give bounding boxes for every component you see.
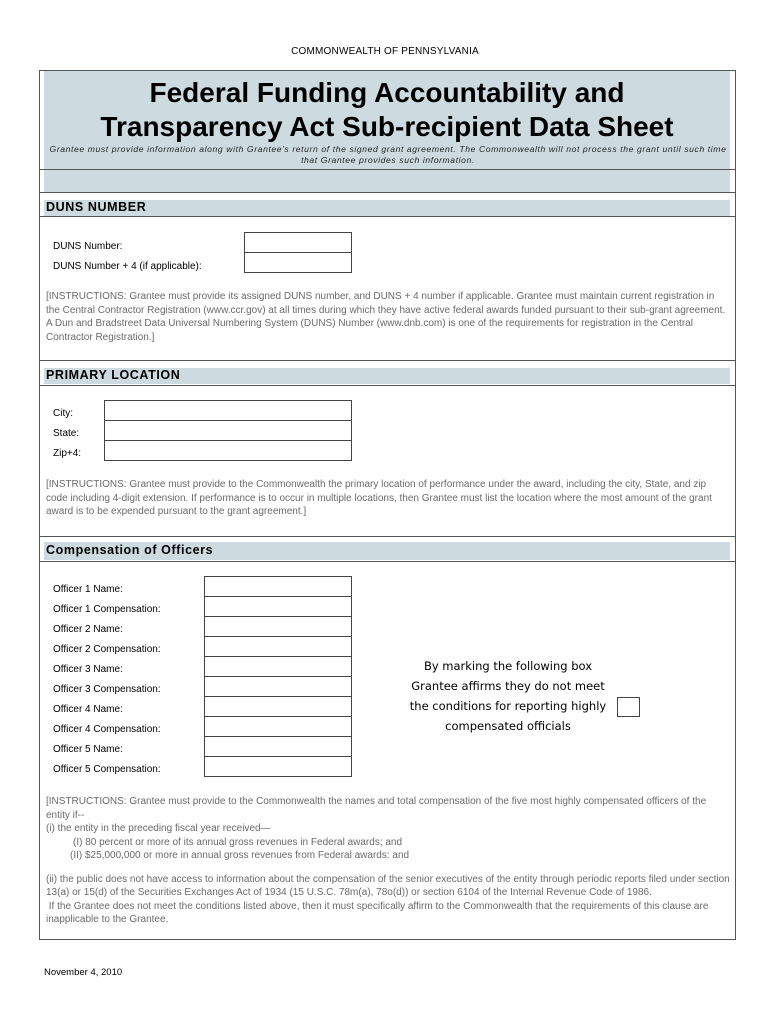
instruction-paragraph: [INSTRUCTIONS: Grantee must provide to the Commonwealth the names and total compensation of the five most highly compensated officers of the entity if-- [46, 796, 707, 821]
officer-5-compensation-input[interactable] [204, 756, 352, 777]
officers-heading: Compensation of Officers [46, 543, 214, 557]
officer-3-compensation-input[interactable] [204, 676, 352, 697]
affirm-checkbox[interactable] [617, 697, 640, 717]
state-label: State: [53, 428, 80, 439]
officer-5-compensation-label: Officer 5 Compensation: [53, 764, 161, 775]
divider [40, 192, 735, 193]
instruction-subitem: (I) 80 percent or more of its annual gross revenues in Federal awards; and [73, 836, 403, 848]
duns-number-label: DUNS Number: [53, 241, 123, 252]
officer-4-name-input[interactable] [204, 696, 352, 717]
officer-5-name-input[interactable] [204, 736, 352, 757]
officer-1-name-label: Officer 1 Name: [53, 584, 123, 595]
zip-input[interactable] [104, 440, 352, 461]
officer-2-name-label: Officer 2 Name: [53, 624, 123, 635]
divider [40, 216, 735, 217]
officer-1-compensation-input[interactable] [204, 596, 352, 617]
divider [40, 385, 735, 386]
officer-4-compensation-label: Officer 4 Compensation: [53, 724, 161, 735]
duns-plus4-input[interactable] [244, 252, 352, 273]
officer-1-compensation-label: Officer 1 Compensation: [53, 604, 161, 615]
zip-label: Zip+4: [53, 448, 82, 459]
duns-heading: DUNS NUMBER [46, 200, 147, 214]
duns-instructions: [INSTRUCTIONS: Grantee must provide its assigned DUNS number, and DUNS + 4 number if applicable. Grantee must maintain current registration in the Central Contractor Registration (www.ccr.gov) at all times during which they have active federal awards funded pursuant to their sub-grant agreement. A Dun and Bradstreet Data Universal Numbering System (DUNS) Number (www.dnb.com) is one of the requirements for registration in the Central Contractor Registration.] [46, 291, 726, 343]
duns-heading-band [44, 200, 730, 216]
officers-instructions [46, 795, 730, 927]
form-subtitle: Grantee must provide information along with Grantee's return of the signed grant agreement. The Commonwealth will not process the grant until such time that Grantee provides such information. [49, 144, 727, 165]
officer-1-name-input[interactable] [204, 576, 352, 597]
affirm-line: compensated officials [445, 719, 571, 733]
state-input[interactable] [104, 420, 352, 441]
officer-3-compensation-label: Officer 3 Compensation: [53, 684, 161, 695]
officer-2-compensation-label: Officer 2 Compensation: [53, 644, 161, 655]
officer-2-compensation-input[interactable] [204, 636, 352, 657]
duns-number-input[interactable] [244, 232, 352, 253]
instruction-item: (i) the entity in the preceding fiscal year received— [46, 823, 271, 834]
divider [40, 561, 735, 562]
officer-3-name-input[interactable] [204, 656, 352, 677]
footer-date: November 4, 2010 [44, 967, 123, 978]
affirm-line: Grantee affirms they do not meet [411, 679, 605, 693]
location-heading: PRIMARY LOCATION [46, 368, 181, 382]
city-label: City: [53, 408, 73, 419]
duns-plus4-label: DUNS Number + 4 (if applicable): [53, 261, 202, 272]
divider [40, 360, 735, 361]
officer-2-name-input[interactable] [204, 616, 352, 637]
officer-4-name-label: Officer 4 Name: [53, 704, 123, 715]
form-title [44, 76, 730, 144]
officer-4-compensation-input[interactable] [204, 716, 352, 737]
divider [40, 536, 735, 537]
officer-3-name-label: Officer 3 Name: [53, 664, 123, 675]
affirm-line: By marking the following box [423, 659, 593, 673]
form-title-line-1: Federal Funding Accountability and [149, 77, 625, 108]
instruction-paragraph: (ii) the public does not have access to information about the compensation of the senior executives of the entity through periodic reports filed under section 13(a) or 15(d) of the Securities Exchanges Act of 1934 (15 U.S.C. 78m(a), 78o(d)) or section 6104 of the Internal Revenue Code of 1986. [46, 873, 730, 898]
affirm-statement [395, 656, 621, 736]
officer-5-name-label: Officer 5 Name: [53, 744, 123, 755]
location-instructions: [INSTRUCTIONS: Grantee must provide to the Commonwealth the primary location of performance under the award, including the city, State, and zip code including 4-digit extension. If performance is to occur in multiple locations, then Grantee must list the location where the most amount of the grant award is to be expended pursuant to the grant agreement.] [46, 479, 712, 517]
affirm-line: the conditions for reporting highly [409, 699, 607, 713]
instruction-subitem: (II) $25,000,000 or more in annual gross revenues from Federal awards: and [70, 850, 410, 861]
empty-band [44, 170, 730, 192]
commonwealth-header: COMMONWEALTH OF PENNSYLVANIA [291, 46, 479, 57]
instruction-paragraph: If the Grantee does not meet the conditions listed above, then it must specifically affirm to the Commonwealth that the requirements of this clause are inapplicable to the Grantee. [46, 900, 712, 925]
city-input[interactable] [104, 400, 352, 421]
form-title-line-2: Transparency Act Sub-recipient Data Sheet [100, 111, 674, 142]
